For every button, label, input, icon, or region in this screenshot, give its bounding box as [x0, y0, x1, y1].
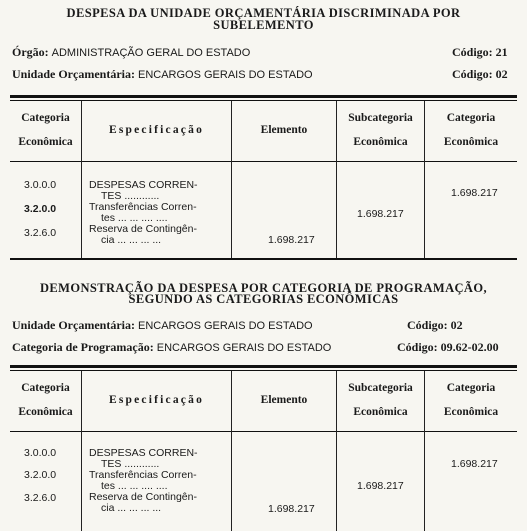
table2-hdr-categoria-l1: Categoria	[21, 382, 70, 394]
table2-code: 3.2.0.0	[24, 469, 57, 481]
table2-categoria-value: 1.698.217	[451, 458, 498, 470]
table2-code: 3.2.6.0	[24, 492, 57, 504]
section2-categoria-row	[12, 340, 331, 355]
table1-hdr-elemento: Elemento	[260, 124, 308, 136]
section2-title-line1: DEMONSTRAÇÃO DA DESPESA POR CATEGORIA DE PROGRAMAÇÃO,	[39, 281, 488, 295]
table2-spec-line: Transferências Corren-	[89, 469, 197, 481]
table2-hdr-especificacao: Especificação	[108, 394, 205, 406]
table1-hdr-subcategoria-l2: Econômica	[353, 136, 408, 148]
table2-hdr-categoria2-l1: Categoria	[446, 382, 496, 394]
section1-title-line2: SUBELEMENTO	[213, 18, 314, 32]
section2-categoria-label: Categoria de Programação:	[12, 340, 154, 354]
orgao-value: ADMINISTRAÇÃO GERAL DO ESTADO	[51, 47, 251, 59]
unidade-value: ENCARGOS GERAIS DO ESTADO	[137, 69, 313, 81]
table2-header-rule	[10, 431, 517, 432]
table2-spec-line: DESPESAS CORREN-	[89, 447, 198, 459]
table2-spec-line: TES ............	[101, 458, 160, 470]
table1-code: 3.2.6.0	[24, 227, 57, 239]
section1-title-line1: DESPESA DA UNIDADE ORÇAMENTÁRIA DISCRIMINADA POR	[66, 6, 461, 20]
section2-unidade-label: Unidade Orçamentária:	[12, 318, 135, 332]
section2-title-line2: SEGUNDO AS CATEGORIAS ECONÔMICAS	[128, 292, 399, 306]
table2-spec-line: cia ... ... ... ...	[101, 502, 162, 514]
table1-spec-line: Transferências Corren-	[89, 201, 197, 213]
table2-spec-line: tes ... ... .... ....	[101, 480, 168, 492]
table2-elemento-value: 1.698.217	[268, 503, 315, 515]
table2-spec-line: Reserva de Contingên-	[89, 491, 197, 503]
unidade-code: Código: 02	[452, 67, 508, 81]
orgao-label: Órgão:	[12, 45, 49, 59]
table1-spec-line: tes ... ... .... ....	[101, 212, 168, 224]
table2-top-rule	[10, 365, 517, 368]
table1-hdr-categoria-l2: Econômica	[18, 136, 73, 148]
table1-elemento-value: 1.698.217	[268, 234, 315, 246]
table1-spec-line: Reserva de Contingên-	[89, 223, 197, 235]
section2-categoria-code: Código: 09.62-02.00	[397, 340, 499, 354]
section2-categoria-value: ENCARGOS GERAIS DO ESTADO	[156, 342, 332, 354]
table2-hdr-categoria-l2: Econômica	[18, 406, 73, 418]
table1-spec-line: cia ... ... ... ...	[101, 234, 162, 246]
table1-hdr-especificacao: Especificação	[108, 124, 205, 136]
table1-hdr-categoria2-l1: Categoria	[446, 112, 496, 124]
table1-hdr-subcategoria-l1: Subcategoria	[348, 112, 413, 124]
unidade-row	[12, 67, 313, 82]
table2-code: 3.0.0.0	[24, 447, 57, 459]
table1-hdr-categoria2-l2: Econômica	[443, 136, 499, 148]
table1-code: 3.2.0.0	[24, 203, 57, 215]
table1-spec-line: TES ............	[101, 190, 160, 202]
table1-hdr-categoria-l1: Categoria	[21, 112, 70, 124]
table1-code: 3.0.0.0	[24, 179, 57, 191]
orgao-row	[12, 45, 250, 60]
table2-top-rule-thin	[10, 370, 517, 371]
table2-hdr-elemento: Elemento	[260, 394, 308, 406]
section2-unidade-row	[12, 318, 313, 333]
unidade-label: Unidade Orçamentária:	[12, 67, 135, 81]
table2-hdr-subcategoria-l1: Subcategoria	[348, 382, 413, 394]
table2-hdr-subcategoria-l2: Econômica	[353, 406, 408, 418]
table1-spec-line: DESPESAS CORREN-	[89, 179, 198, 191]
section2-unidade-value: ENCARGOS GERAIS DO ESTADO	[137, 320, 313, 332]
orgao-code: Código: 21	[452, 45, 508, 59]
table1-top-rule-thin	[10, 100, 517, 101]
table1-bottom-rule	[10, 258, 517, 260]
table2-hdr-categoria2-l2: Econômica	[443, 406, 499, 418]
table1-subcategoria-value: 1.698.217	[357, 208, 404, 220]
section2-unidade-code: Código: 02	[407, 318, 463, 332]
table1-top-rule	[10, 95, 517, 98]
table2-subcategoria-value: 1.698.217	[357, 480, 404, 492]
table1-categoria-value: 1.698.217	[451, 187, 498, 199]
table1-header-rule	[10, 161, 517, 162]
